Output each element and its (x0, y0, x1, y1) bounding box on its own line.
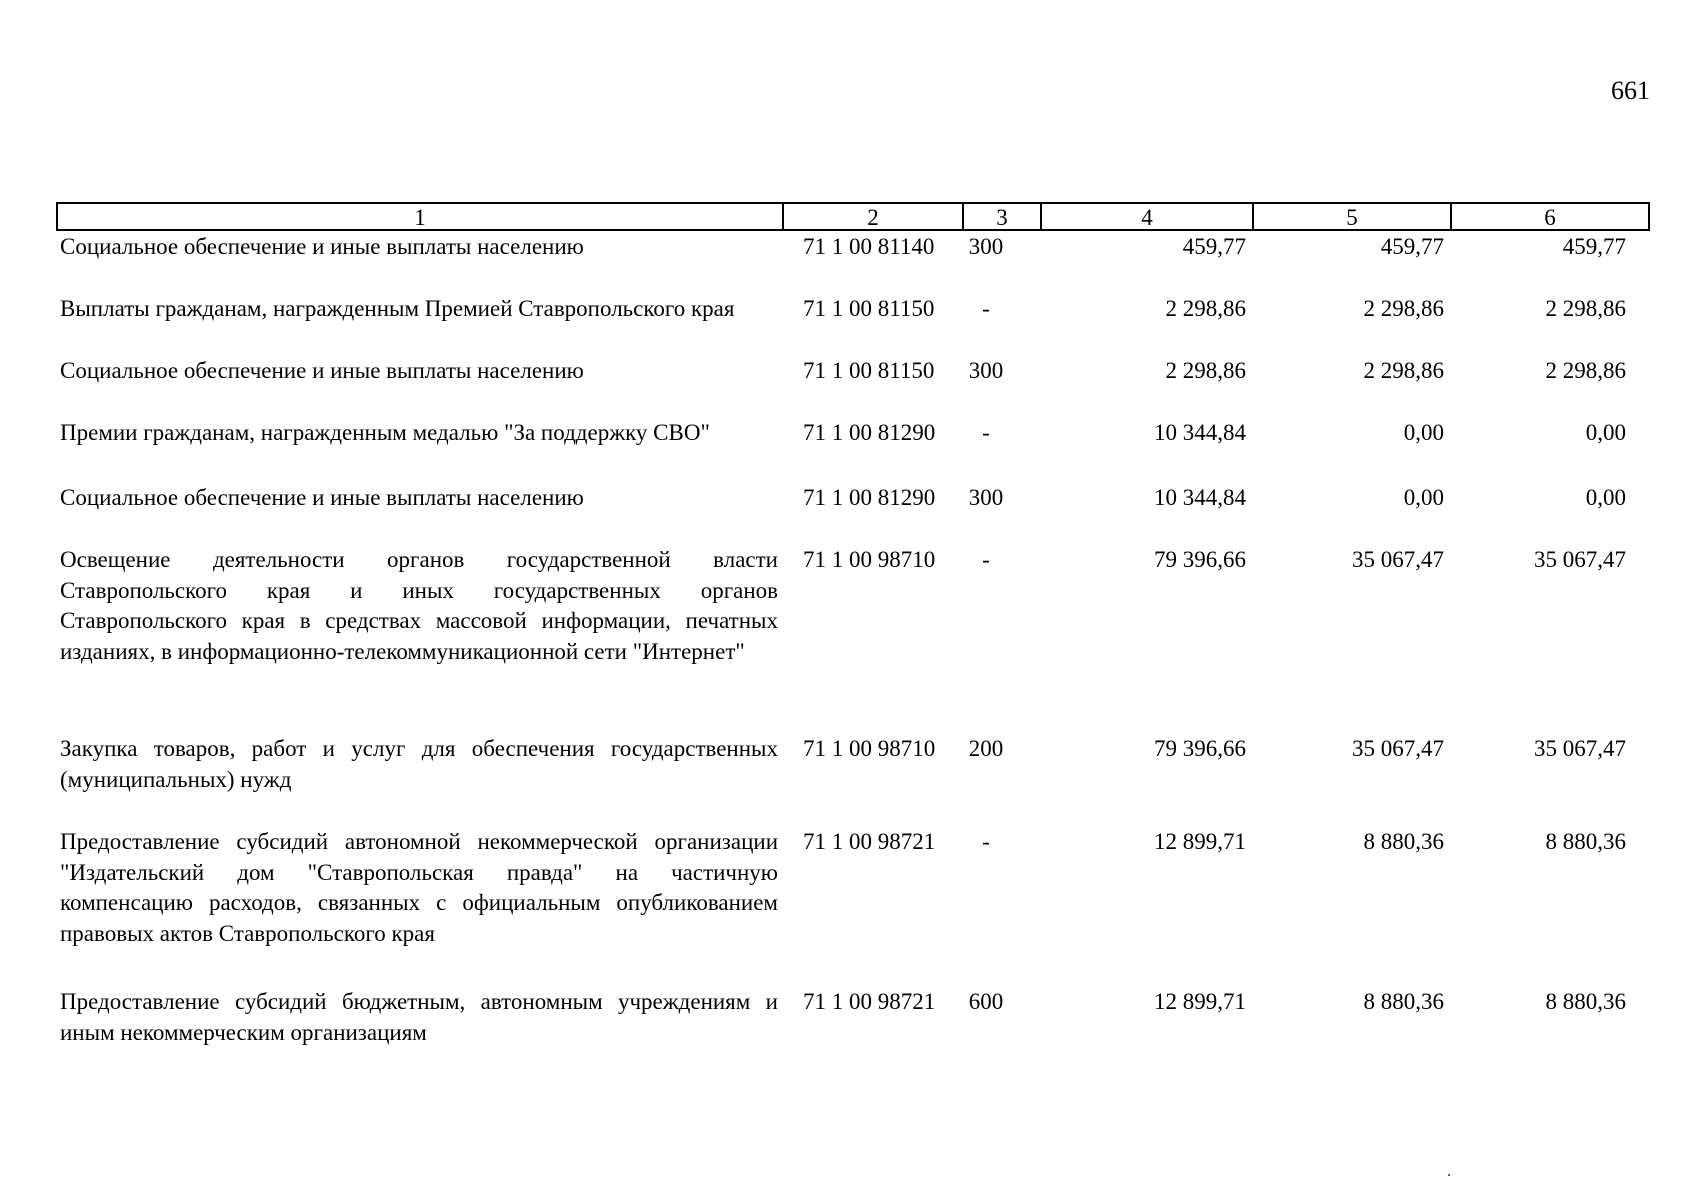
row-value-5: 35 067,47 (1352, 736, 1444, 761)
header-col-2: 2 (784, 204, 964, 229)
row-type: 600 (968, 989, 1004, 1014)
row-code: 71 1 00 81150 (803, 358, 935, 383)
header-col-6: 6 (1544, 205, 1556, 230)
row-value-6: 459,77 (1562, 234, 1626, 259)
row-value-4: 79 396,66 (1154, 547, 1246, 572)
row-value-5: 8 880,36 (1363, 989, 1444, 1014)
row-code: 71 1 00 98721 (803, 989, 936, 1014)
row-description: Премии гражданам, награжденным медалью "За поддержку СВО" (60, 420, 710, 445)
row-value-4: 2 298,86 (1165, 296, 1246, 321)
page-number: 661 (1611, 76, 1650, 105)
row-type: 300 (968, 358, 1004, 383)
row-code: 71 1 00 81290 (803, 485, 936, 510)
row-value-4: 12 899,71 (1154, 989, 1246, 1014)
row-type: - (982, 420, 990, 445)
row-type: 300 (968, 234, 1004, 259)
row-value-6: 8 880,36 (1545, 829, 1626, 854)
row-code: 71 1 00 81150 (803, 296, 935, 321)
row-description: Закупка товаров, работ и услуг для обеспечения государственных (муниципальных) нужд (60, 736, 778, 792)
row-value-4: 10 344,84 (1154, 485, 1246, 510)
row-value-6: 2 298,86 (1545, 296, 1626, 321)
scan-speck (1448, 1174, 1450, 1176)
header-col-5: 5 (1254, 204, 1452, 229)
table-header-row (56, 202, 1650, 231)
header-col-3: 3 (964, 204, 1042, 229)
row-description: Социальное обеспечение и иные выплаты населению (60, 358, 584, 383)
row-value-5: 2 298,86 (1363, 358, 1444, 383)
row-value-6: 0,00 (1585, 420, 1626, 445)
row-description: Освещение деятельности органов государственной власти Ставропольского края и иных государственных органов Ставропольского края в средствах массовой информации, печатных изданиях, в информационно-телекоммуникационной сети "Интернет" (60, 547, 778, 664)
row-value-4: 10 344,84 (1154, 420, 1246, 445)
row-value-6: 8 880,36 (1545, 989, 1626, 1014)
row-value-6: 2 298,86 (1545, 358, 1626, 383)
row-value-4: 12 899,71 (1154, 829, 1246, 854)
row-description: Предоставление субсидий автономной некоммерческой организации "Издательский дом "Ставропольская правда" на частичную компенсацию расходов, связанных с официальным опубликованием правовых актов Ставропольского края (60, 829, 778, 946)
row-value-5: 2 298,86 (1363, 296, 1444, 321)
row-description: Социальное обеспечение и иные выплаты населению (60, 234, 584, 259)
row-type: 300 (968, 485, 1004, 510)
row-code: 71 1 00 81140 (803, 234, 935, 259)
row-type: 200 (968, 736, 1004, 761)
row-code: 71 1 00 98721 (803, 829, 936, 854)
row-description: Социальное обеспечение и иные выплаты населению (60, 485, 584, 510)
row-description: Предоставление субсидий бюджетным, автономным учреждениям и иным некоммерческим организациям (60, 989, 778, 1045)
row-value-5: 459,77 (1380, 234, 1444, 259)
row-value-4: 2 298,86 (1165, 358, 1246, 383)
row-description: Выплаты гражданам, награжденным Премией Ставропольского края (60, 296, 735, 321)
row-value-4: 459,77 (1182, 234, 1246, 259)
header-col-1: 1 (58, 204, 784, 229)
row-value-6: 35 067,47 (1534, 736, 1626, 761)
row-value-5: 0,00 (1403, 485, 1444, 510)
row-value-6: 0,00 (1585, 485, 1626, 510)
row-value-5: 35 067,47 (1352, 547, 1444, 572)
row-type: - (982, 547, 990, 572)
header-col-4: 4 (1042, 204, 1254, 229)
row-value-6: 35 067,47 (1534, 547, 1626, 572)
row-type: - (982, 829, 990, 854)
row-value-5: 8 880,36 (1363, 829, 1444, 854)
row-code: 71 1 00 98710 (803, 736, 936, 761)
row-code: 71 1 00 98710 (803, 547, 936, 572)
row-value-4: 79 396,66 (1154, 736, 1246, 761)
row-type: - (982, 296, 990, 321)
row-value-5: 0,00 (1403, 420, 1444, 445)
row-code: 71 1 00 81290 (803, 420, 936, 445)
